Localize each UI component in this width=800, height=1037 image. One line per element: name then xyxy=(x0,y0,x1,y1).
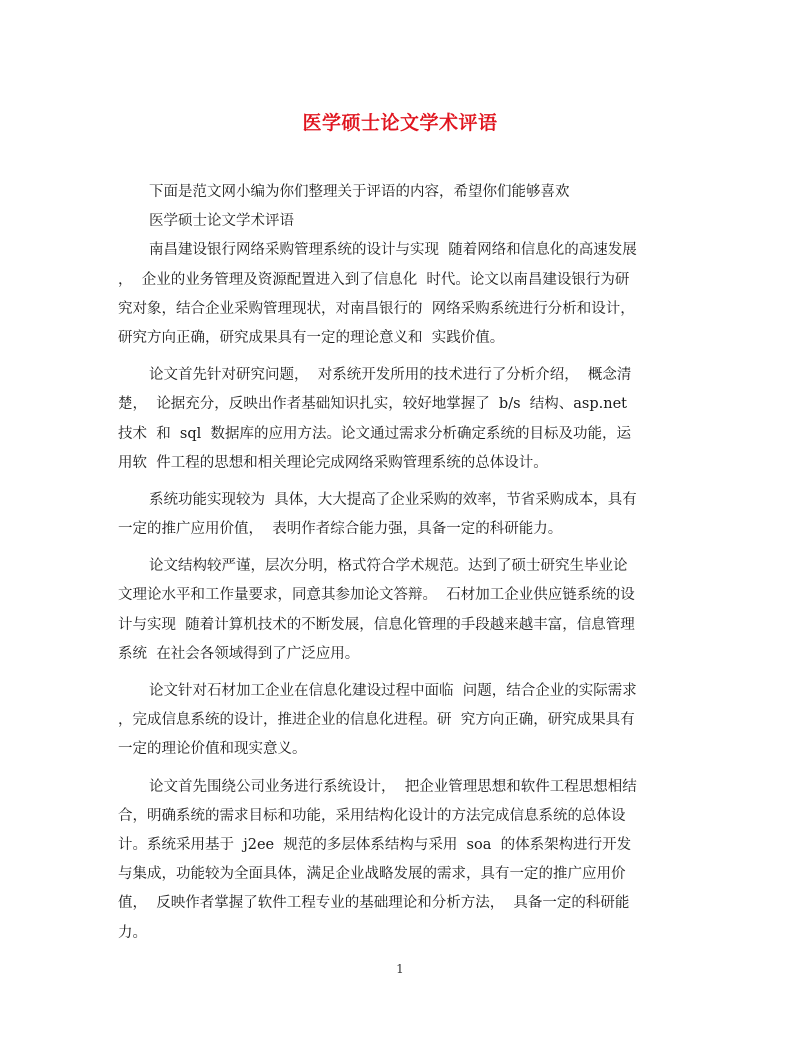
paragraph-line: 值， 反映作者掌握了软件工程专业的基础理论和分析方法， 具备一定的科研能 xyxy=(118,895,630,912)
paragraph-line: 计与实现 随着计算机技术的不断发展，信息化管理的手段越来越丰富，信息管理 xyxy=(118,616,635,633)
paragraph-line: 论文首先围绕公司业务进行系统设计， 把企业管理思想和软件工程思想相结 xyxy=(149,778,637,795)
paragraph-line: 用软 件工程的思想和相关理论完成网络采购管理系统的总体设计。 xyxy=(118,454,548,471)
document-title: 医学硕士论文学术评语 xyxy=(302,112,498,134)
paragraph-6 xyxy=(118,773,678,948)
paragraph-line: 技术 和 sql 数据库的应用方法。论文通过需求分析确定系统的目标及功能，运 xyxy=(118,425,632,442)
paragraph-line: 研究方向正确，研究成果具有一定的理论意义和 实践价值。 xyxy=(118,329,505,346)
paragraph-line: 论文针对石材加工企业在信息化建设过程中面临 问题，结合企业的实际需求 xyxy=(149,683,637,699)
paragraph-2 xyxy=(118,361,678,478)
paragraph-line: ，完成信息系统的设计，推进企业的信息化进程。研 究方向正确，研究成果具有 xyxy=(118,712,635,729)
paragraph-line: ， 企业的业务管理及资源配置进入到了信息化 时代。论文以南昌建设银行为研 xyxy=(118,271,630,288)
paragraph-1 xyxy=(118,236,678,353)
paragraph-line: 究对象，结合企业采购管理现状，对南昌银行的 网络采购系统进行分析和设计， xyxy=(118,300,635,317)
paragraph-gap xyxy=(118,669,678,677)
paragraph-5 xyxy=(118,677,678,765)
paragraph-line: 一定的理论价值和现实意义。 xyxy=(118,741,307,758)
paragraph-gap xyxy=(118,478,678,486)
paragraph-line: 合，明确系统的需求目标和功能，采用结构化设计的方法完成信息系统的总体设 xyxy=(118,807,626,824)
paragraph-line: 力。 xyxy=(118,924,147,941)
paragraph-line: 与集成，功能较为全面具体，满足企业战略发展的需求，具有一定的推广应用价 xyxy=(118,866,626,883)
paragraph-gap xyxy=(118,765,678,773)
paragraph-line: 文理论水平和工作量要求，同意其参加论文答辩。 石材加工企业供应链系统的设 xyxy=(118,587,635,604)
document-body xyxy=(118,178,678,948)
paragraph-3 xyxy=(118,486,678,544)
paragraph-line: 楚， 论据充分，反映出作者基础知识扎实，较好地掌握了 b/s 结构、asp.net xyxy=(118,396,627,413)
paragraph-gap xyxy=(118,353,678,361)
paragraph-line: 论文首先针对研究问题， 对系统开发所用的技术进行了分析介绍， 概念清 xyxy=(149,367,632,384)
paragraph-line: 论文结构较严谨，层次分明，格式符合学术规范。达到了硕士研究生毕业论 xyxy=(149,558,628,575)
paragraph-line: 系统 在社会各领域得到了广泛应用。 xyxy=(118,645,360,662)
intro-line: 下面是范文网小编为你们整理关于评语的内容，希望你们能够喜欢 xyxy=(149,184,570,200)
paragraph-line: 系统功能实现较为 具体，大大提高了企业采购的效率，节省采购成本，具有 xyxy=(149,491,637,508)
paragraph-line: 南昌建设银行网络采购管理系统的设计与实现 随着网络和信息化的高速发展 xyxy=(149,242,637,259)
page-number: 1 xyxy=(396,962,404,976)
paragraph-4 xyxy=(118,552,678,669)
paragraph-gap xyxy=(118,544,678,552)
paragraph-line: 一定的推广应用价值， 表明作者综合能力强，具备一定的科研能力。 xyxy=(118,521,563,538)
paragraph-line: 计。系统采用基于 j2ee 规范的多层体系结构与采用 soa 的体系架构进行开发 xyxy=(118,836,632,853)
subtitle-line: 医学硕士论文学术评语 xyxy=(149,213,294,230)
